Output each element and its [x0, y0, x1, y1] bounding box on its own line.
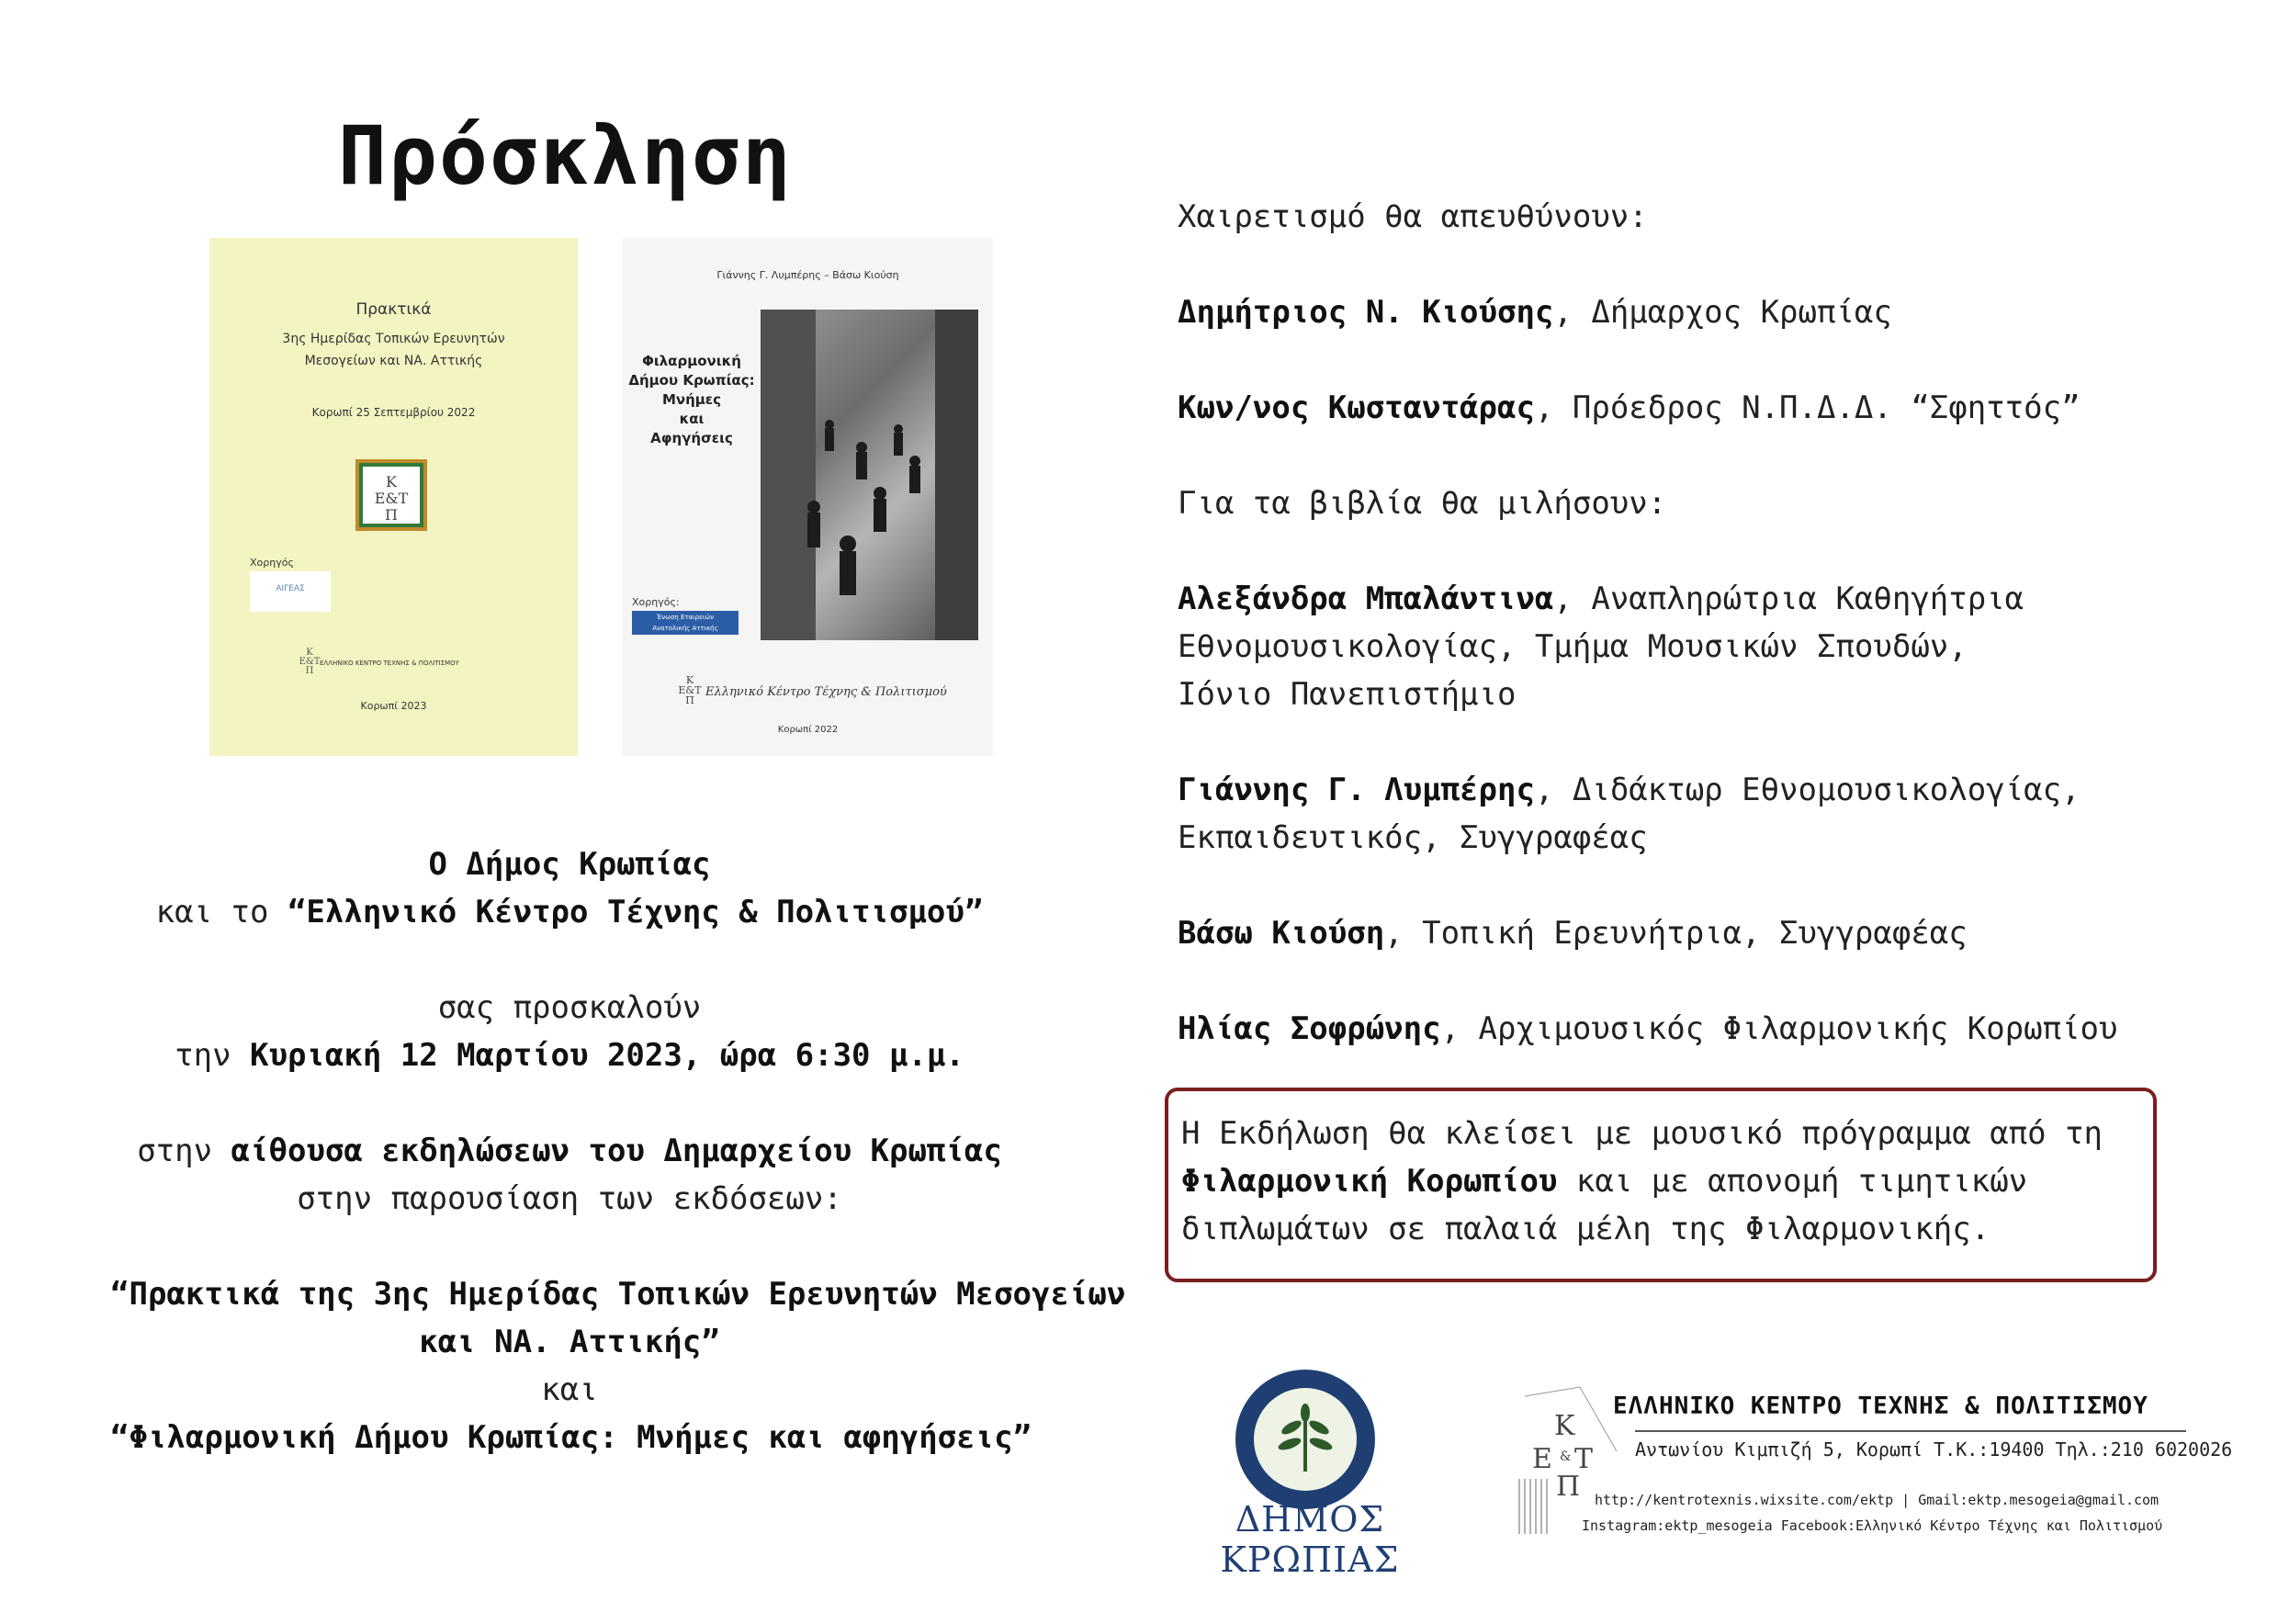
host-line: Ο Δήμος Κρωπίας [428, 846, 711, 883]
ektp-address: Αντωνίου Κιμπιζή 5, Κορωπί Τ.Κ.:19400 Τηλ.:210 6020026 [1635, 1438, 2233, 1460]
cohost-line: και το “Ελληνικό Κέντρο Τέχνης & Πολιτισμού” [155, 894, 984, 930]
sponsor-logo-enosi: Ένωση Εταιρειών Ανατολικής Αττικής [632, 611, 739, 635]
dimos-kropias-name: ΔΗΜΟΣ ΚΡΩΠΙΑΣ [1220, 1499, 1400, 1580]
page-title: Πρόσκληση [338, 108, 793, 203]
band-photo [761, 310, 978, 640]
book-speaker-1-role-2: Εθνομουσικολογίας, Τμήμα Μουσικών Σπουδών, [1178, 628, 1968, 665]
svg-text:K: K [1554, 1410, 1575, 1442]
book-speaker-2: Γιάννης Γ. Λυμπέρης, Διδάκτωρ Εθνομουσικολογίας, [1178, 772, 2081, 808]
greeting-speaker-1: Δημήτριος Ν. Κιούσης, Δήμαρχος Κρωπίας [1178, 294, 1892, 331]
book-cover-filarmoniki [623, 238, 993, 756]
book2-authors: Γιάννης Γ. Λυμπέρης – Βάσω Κιούση [716, 269, 899, 281]
book1-heading: Πρακτικά [355, 300, 432, 319]
book1-sponsor-label: Χορηγός [250, 557, 294, 569]
book-speaker-2-role-2: Εκπαιδευτικός, Συγγραφέας [1178, 819, 1648, 856]
invitation-text [110, 840, 1126, 1461]
svg-text:T: T [1574, 1443, 1594, 1475]
program-text [1178, 193, 2206, 1053]
band-photo-figures [761, 310, 978, 640]
ektp-small-logo-icon: K E&T Π [299, 648, 321, 676]
sponsor-logo: ΑΙΓΕΑΣ [250, 571, 331, 612]
closing-line-1: Η Εκδήλωση θα κλείσει με μουσικό πρόγραμμα από τη [1181, 1115, 2103, 1152]
book1-date: Κορωπί 25 Σεπτεμβρίου 2022 [311, 406, 476, 419]
presentation-line: στην παρουσίαση των εκδόσεων: [297, 1180, 842, 1217]
greeting-speaker-2: Κων/νος Κωσταντάρας, Πρόεδρος Ν.Π.Δ.Δ. “Σφηττός” [1178, 389, 2081, 426]
book1-subtitle-1: 3ης Ημερίδας Τοπικών Ερευνητών [282, 332, 505, 346]
speakers-heading: Για τα βιβλία θα μιλήσουν: [1178, 485, 1667, 522]
date-line: την Κυριακή 12 Μαρτίου 2023, ώρα 6:30 μ.μ. [175, 1037, 964, 1074]
book1-publisher: ΕΛΛΗΝΙΚΟ ΚΕΝΤΡΟ ΤΕΧΝΗΣ & ΠΟΛΙΤΙΣΜΟΥ [320, 660, 459, 667]
divider [1635, 1430, 2186, 1432]
closing-note-box [1165, 1088, 2157, 1282]
book-speaker-1: Αλεξάνδρα Μπαλάντινα, Αναπληρώτρια Καθηγήτρια [1178, 581, 2024, 617]
book1-subtitle-2: Μεσογείων και ΝΑ. Αττικής [304, 354, 483, 368]
book2-publisher: Ελληνικό Κέντρο Τέχνης & Πολιτισμού [705, 685, 947, 699]
dimos-kropias-seal-icon [1233, 1367, 1378, 1512]
book2-title-line: “Φιλαρμονική Δήμου Κρωπίας: Μνήμες και αφηγήσεις” [110, 1419, 1032, 1456]
book2-place-year: Κορωπί 2022 [777, 725, 839, 735]
book2-title: Φιλαρμονική Δήμου Κρωπίας: Μνήμες και Αφηγήσεις [628, 353, 755, 446]
venue-line: στην αίθουσα εκδηλώσεων του Δημαρχείου Κρωπίας [137, 1133, 1002, 1169]
closing-line-2: Φιλαρμονική Κορωπίου και με απονομή τιμητικών [1181, 1163, 2028, 1200]
svg-text:Π: Π [1556, 1471, 1581, 1503]
ektp-logo-icon: K E&T Π [355, 459, 427, 531]
ektp-web-contact: http://kentrotexnis.wixsite.com/ektp | Gmail:ektp.mesogeia@gmail.com [1595, 1492, 2160, 1508]
ektp-small-logo-icon: K E&T Π [678, 674, 702, 706]
book-speaker-3: Βάσω Κιούση, Τοπική Ερευνήτρια, Συγγραφέας [1178, 915, 1968, 952]
invite-line: σας προσκαλούν [437, 989, 702, 1026]
book2-sponsor-label: Χορηγός: [632, 596, 680, 608]
book-cover-praktika [209, 238, 578, 756]
svg-text:E: E [1532, 1443, 1552, 1475]
greetings-heading: Χαιρετισμό θα απευθύνουν: [1178, 198, 1648, 235]
book1-title-line-2: και ΝΑ. Αττικής” [419, 1324, 720, 1360]
svg-text:&: & [1560, 1449, 1572, 1464]
book1-title-line-1: “Πρακτικά της 3ης Ημερίδας Τοπικών Ερευνητών Μεσογείων [110, 1276, 1126, 1313]
conjunction-line: και [541, 1371, 598, 1408]
closing-line-3: διπλωμάτων σε παλαιά μέλη της Φιλαρμονικής. [1181, 1211, 1990, 1247]
book1-place-year: Κορωπί 2023 [360, 700, 427, 712]
book-speaker-4: Ηλίας Σοφρώνης, Αρχιμουσικός Φιλαρμονικής Κορωπίου [1178, 1010, 2118, 1047]
ektp-social-contact: Instagram:ektp_mesogeia Facebook:Ελληνικό Κέντρο Τέχνης και Πολιτισμού [1582, 1517, 2163, 1534]
ektp-org-name: ΕΛΛΗΝΙΚΟ ΚΕΝΤΡΟ ΤΕΧΝΗΣ & ΠΟΛΙΤΙΣΜΟΥ [1613, 1393, 2148, 1420]
book-speaker-1-role-3: Ιόνιο Πανεπιστήμιο [1178, 676, 1517, 713]
